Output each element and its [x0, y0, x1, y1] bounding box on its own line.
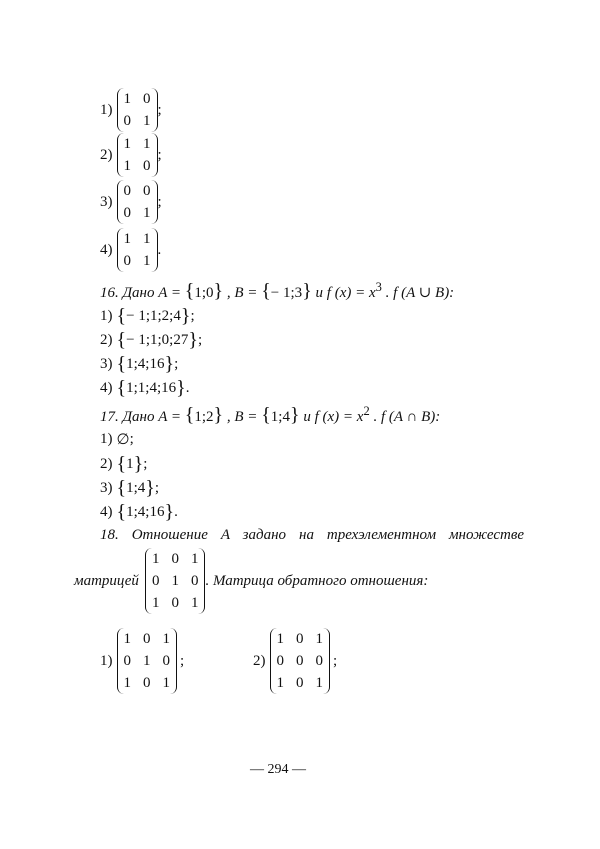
- set-body: 1;4;16: [126, 503, 165, 520]
- matrix-cell: 0: [190, 573, 199, 589]
- question-text: . f (A ∪ B):: [385, 285, 455, 301]
- set-body: 1: [126, 455, 134, 472]
- set-a: 1;2: [194, 409, 214, 425]
- matrix-cells: [152, 548, 199, 614]
- set-b: − 1;3: [270, 285, 303, 301]
- matrix-cell: 0: [143, 158, 151, 174]
- matrix-paren-left: [270, 628, 277, 694]
- brace-close: }: [289, 404, 300, 426]
- option-end: ;: [174, 355, 179, 372]
- matrix-cell: 0: [171, 595, 179, 611]
- option-end: .: [157, 241, 162, 258]
- matrix-cell: 0: [123, 183, 131, 199]
- set-a: 1;0: [194, 285, 214, 301]
- brace-open: {: [116, 329, 127, 351]
- relation-matrix: [145, 548, 206, 614]
- matrix-cell: 0: [296, 675, 304, 691]
- brace-open: {: [116, 353, 127, 375]
- q17-option-3: [100, 478, 159, 498]
- matrix-cell: 1: [190, 551, 199, 567]
- matrix-cells: [124, 628, 171, 694]
- matrix-paren-right: [198, 548, 205, 614]
- matrix-cell: 0: [123, 113, 131, 129]
- set-body: 1;4;16: [126, 355, 165, 372]
- matrix: [117, 228, 158, 272]
- q16-option-3: [100, 354, 178, 374]
- matrix-paren-left: [117, 228, 124, 272]
- matrix-cell: 1: [143, 205, 151, 221]
- matrix-paren-right: [151, 88, 158, 132]
- option-number: 1): [100, 431, 113, 447]
- matrix-paren-right: [151, 180, 158, 224]
- q17-option-1: [100, 430, 134, 449]
- q17-option-4: [100, 502, 178, 522]
- matrix-cell: 1: [123, 136, 131, 152]
- question-18-line-2: [74, 548, 428, 614]
- question-text: и f (x) = x: [315, 285, 376, 301]
- matrix-cell: 0: [143, 675, 151, 691]
- question-text: 17. Дано A =: [100, 409, 181, 425]
- brace-open: {: [116, 305, 127, 327]
- option-end: ;: [129, 431, 134, 447]
- set-body: − 1;1;0;27: [126, 331, 189, 348]
- option-end: .: [174, 503, 178, 520]
- matrix-option-3: [100, 180, 162, 224]
- option-number: 4): [100, 379, 113, 396]
- option-end: ;: [143, 455, 148, 472]
- brace-close: }: [164, 501, 175, 523]
- matrix-cell: 1: [123, 158, 131, 174]
- set-body: 1;1;4;16: [126, 379, 177, 396]
- option-number: 3): [100, 355, 113, 372]
- brace-close: }: [302, 280, 312, 302]
- matrix-cell: 1: [123, 675, 131, 691]
- matrix-cell: 1: [143, 653, 151, 669]
- matrix-paren-left: [117, 628, 124, 694]
- matrix-paren-right: [170, 628, 177, 694]
- matrix-option-2: [100, 133, 162, 177]
- empty-set: ∅: [116, 432, 130, 448]
- exponent: 2: [363, 404, 370, 418]
- option-number: 2): [100, 146, 113, 163]
- option-end: ;: [157, 193, 162, 210]
- brace-close: }: [133, 453, 144, 475]
- brace-open: {: [116, 477, 127, 499]
- brace-close: }: [145, 477, 155, 499]
- matrix-cell: 0: [151, 573, 160, 589]
- matrix-cell: 0: [123, 653, 131, 669]
- q18-option-1: [100, 628, 184, 694]
- matrix-cell: 0: [171, 551, 179, 567]
- matrix-prefix: матрицей: [74, 572, 139, 589]
- question-text: , B =: [226, 285, 258, 301]
- matrix-cell: 1: [123, 91, 131, 107]
- option-number: 2): [100, 455, 113, 472]
- matrix-option-1: [100, 88, 162, 132]
- matrix-cell: 0: [143, 183, 151, 199]
- matrix-cell: 1: [143, 113, 151, 129]
- q16-option-4: [100, 378, 189, 398]
- option-end: ;: [190, 307, 195, 324]
- matrix-cell: 1: [123, 231, 131, 247]
- matrix-cells: [124, 180, 151, 224]
- matrix-cell: 0: [143, 631, 151, 647]
- option-number: 2): [253, 652, 266, 669]
- brace-open: {: [116, 377, 127, 399]
- matrix-cell: 0: [296, 653, 304, 669]
- brace-open: {: [116, 501, 127, 523]
- matrix-cell: 1: [171, 573, 179, 589]
- matrix-cell: 0: [123, 205, 131, 221]
- matrix-paren-right: [151, 133, 158, 177]
- matrix-paren-left: [117, 88, 124, 132]
- matrix-option-4: [100, 228, 161, 272]
- option-number: 1): [100, 652, 113, 669]
- option-number: 1): [100, 307, 113, 324]
- brace-close: }: [188, 329, 198, 351]
- option-number: 3): [100, 479, 113, 496]
- matrix-paren-left: [145, 548, 152, 614]
- matrix-cell: 1: [151, 551, 160, 567]
- matrix-cell: 0: [143, 91, 151, 107]
- brace-open: {: [184, 280, 195, 302]
- option-number: 2): [100, 331, 113, 348]
- matrix-cell: 0: [123, 253, 131, 269]
- option-end: ;: [157, 146, 162, 163]
- matrix-paren-right: [323, 628, 330, 694]
- matrix-cell: 1: [162, 675, 170, 691]
- matrix-cell: 1: [143, 136, 151, 152]
- matrix-cell: 1: [151, 595, 160, 611]
- question-17: [100, 404, 440, 426]
- option-number: 1): [100, 101, 113, 118]
- matrix-cells: [124, 228, 151, 272]
- brace-open: {: [261, 404, 271, 426]
- matrix: [117, 628, 178, 694]
- q18-option-2: [253, 628, 337, 694]
- option-number: 3): [100, 193, 113, 210]
- q16-option-2: [100, 330, 202, 350]
- matrix-paren-left: [117, 133, 124, 177]
- question-text: , B =: [226, 409, 258, 425]
- brace-close: }: [213, 280, 224, 302]
- option-end: .: [185, 379, 190, 396]
- q17-option-2: [100, 454, 147, 474]
- brace-close: }: [164, 353, 175, 375]
- brace-close: }: [213, 404, 224, 426]
- option-number: 4): [100, 241, 113, 258]
- matrix-cells: [124, 133, 151, 177]
- question-text: . f (A ∩ B):: [373, 409, 441, 425]
- page-number: — 294 —: [250, 762, 306, 777]
- question-16: [100, 280, 454, 302]
- option-end: ;: [197, 331, 203, 348]
- matrix-cell: 0: [276, 653, 284, 669]
- matrix-cell: 0: [162, 653, 170, 669]
- matrix-cell: 1: [143, 231, 151, 247]
- brace-close: }: [176, 377, 186, 399]
- set-body: 1;4: [126, 479, 146, 496]
- brace-open: {: [261, 280, 271, 302]
- matrix: [117, 88, 158, 132]
- set-body: − 1;1;2;4: [126, 307, 181, 324]
- matrix-cell: 1: [190, 595, 199, 611]
- option-end: ;: [333, 652, 338, 669]
- option-end: ;: [180, 652, 185, 669]
- brace-open: {: [184, 404, 195, 426]
- exponent: 3: [375, 280, 382, 294]
- matrix-cell: 1: [315, 631, 323, 647]
- brace-open: {: [116, 453, 127, 475]
- question-text: и f (x) = x: [303, 409, 364, 425]
- matrix-cell: 1: [276, 631, 284, 647]
- matrix-cells: [124, 88, 151, 132]
- matrix-paren-right: [151, 228, 158, 272]
- option-end: ;: [157, 101, 162, 118]
- brace-close: }: [180, 305, 191, 327]
- matrix: [117, 180, 158, 224]
- set-b: 1;4: [270, 409, 290, 425]
- matrix-cell: 1: [276, 675, 284, 691]
- matrix: [117, 133, 158, 177]
- matrix-paren-left: [117, 180, 124, 224]
- matrix-suffix: . Матрица обратного отношения:: [205, 572, 429, 589]
- question-18-line-1: [100, 527, 524, 544]
- matrix-cell: 1: [123, 631, 131, 647]
- matrix-cell: 0: [296, 631, 304, 647]
- matrix: [270, 628, 331, 694]
- q16-option-1: [100, 306, 195, 326]
- matrix-cells: [277, 628, 324, 694]
- matrix-cell: 1: [315, 675, 323, 691]
- matrix-cell: 1: [143, 253, 151, 269]
- question-text: 16. Дано A =: [100, 285, 181, 301]
- option-end: ;: [154, 479, 160, 496]
- matrix-cell: 1: [162, 631, 170, 647]
- matrix-cell: 0: [315, 653, 323, 669]
- question-text: 18. Отношение A задано на трехэлементном множестве: [100, 527, 524, 543]
- option-number: 4): [100, 503, 113, 520]
